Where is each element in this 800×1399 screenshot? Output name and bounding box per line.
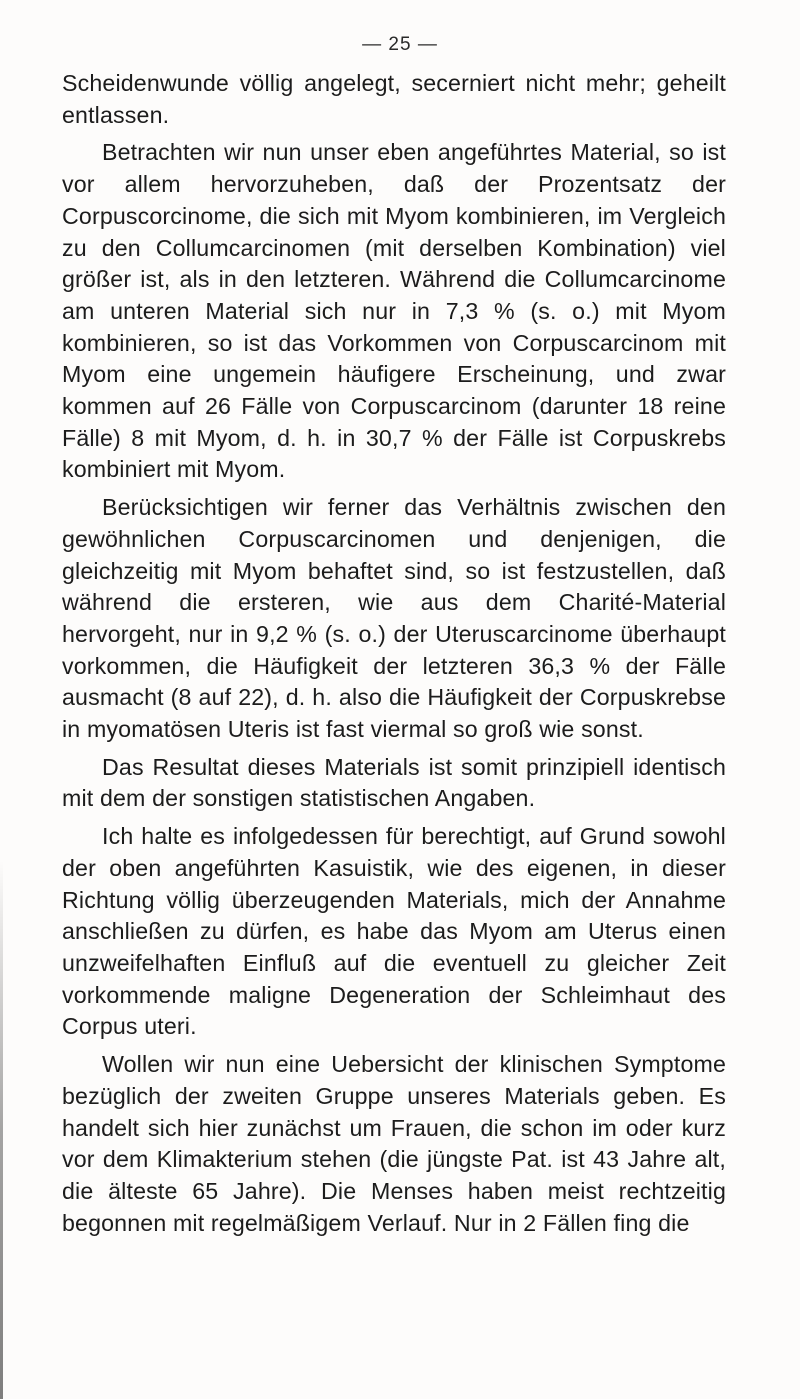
paragraph-6: Wollen wir nun eine Uebersicht der klinischen Symptome bezüglich der zweiten Gruppe unseres Materials geben. Es handelt sich hier zunächst um Frauen, die schon im oder kurz vor dem Klimakterium stehen (die jüngste Pat. ist 43 Jahre alt, die älteste 65 Jahre). Die Menses haben meist rechtzeitig begonnen mit regelmäßigem Verlauf. Nur in 2 Fällen fing die: [62, 1051, 726, 1236]
scan-edge-shadow: [0, 860, 3, 1399]
paragraph-1: Scheidenwunde völlig angelegt, secerniert nicht mehr; geheilt entlassen.: [62, 70, 726, 128]
paragraph-4: Das Resultat dieses Materials ist somit prinzipiell identisch mit dem der sonstigen statistischen Angaben.: [62, 753, 726, 812]
body-text: [62, 68, 726, 1245]
paragraph-5: Ich halte es infolgedessen für berechtigt, auf Grund sowohl der oben angeführten Kasuistik, wie des eigenen, in dieser Richtung völlig überzeugenden Materials, mich der Annahme anschließen zu dürfen, es habe das Myom am Uterus einen unzweifelhaften Einfluß auf die eventuell zu gleicher Zeit vorkommende maligne Degeneration der Schleimhaut des Corpus uteri.: [62, 823, 726, 1040]
page-number: — 25 —: [362, 34, 438, 55]
paragraph-2: Betrachten wir nun unser eben angeführtes Material, so ist vor allem hervorzuheben, daß der Prozentsatz der Corpuscorcinome, die sich mit Myom kombinieren, im Vergleich zu den Collumcarcinomen (mit derselben Kombination) viel größer ist, als in den letzteren. Während die Collumcarcinome am unteren Material sich nur in 7,3 % (s. o.) mit Myom kombinieren, so ist das Vorkommen von Corpuscarcinom mit Myom eine ungemein häufigere Erscheinung, und zwar kommen auf 26 Fälle von Corpuscarcinom (darunter 18 reine Fälle) 8 mit Myom, d. h. in 30,7 % der Fälle ist Corpuskrebs kombiniert mit Myom.: [62, 139, 726, 483]
paragraph-3: Berücksichtigen wir ferner das Verhältnis zwischen den gewöhnlichen Corpuscarcinomen und denjenigen, die gleichzeitig mit Myom behaftet sind, so ist festzustellen, daß während die ersteren, wie aus dem Charité-Material hervorgeht, nur in 9,2 % (s. o.) der Uteruscarcinome überhaupt vorkommen, die Häufigkeit der letzteren 36,3 % der Fälle ausmacht (8 auf 22), d. h. also die Häufigkeit der Corpuskrebse in myomatösen Uteris ist fast viermal so groß wie sonst.: [62, 494, 726, 743]
